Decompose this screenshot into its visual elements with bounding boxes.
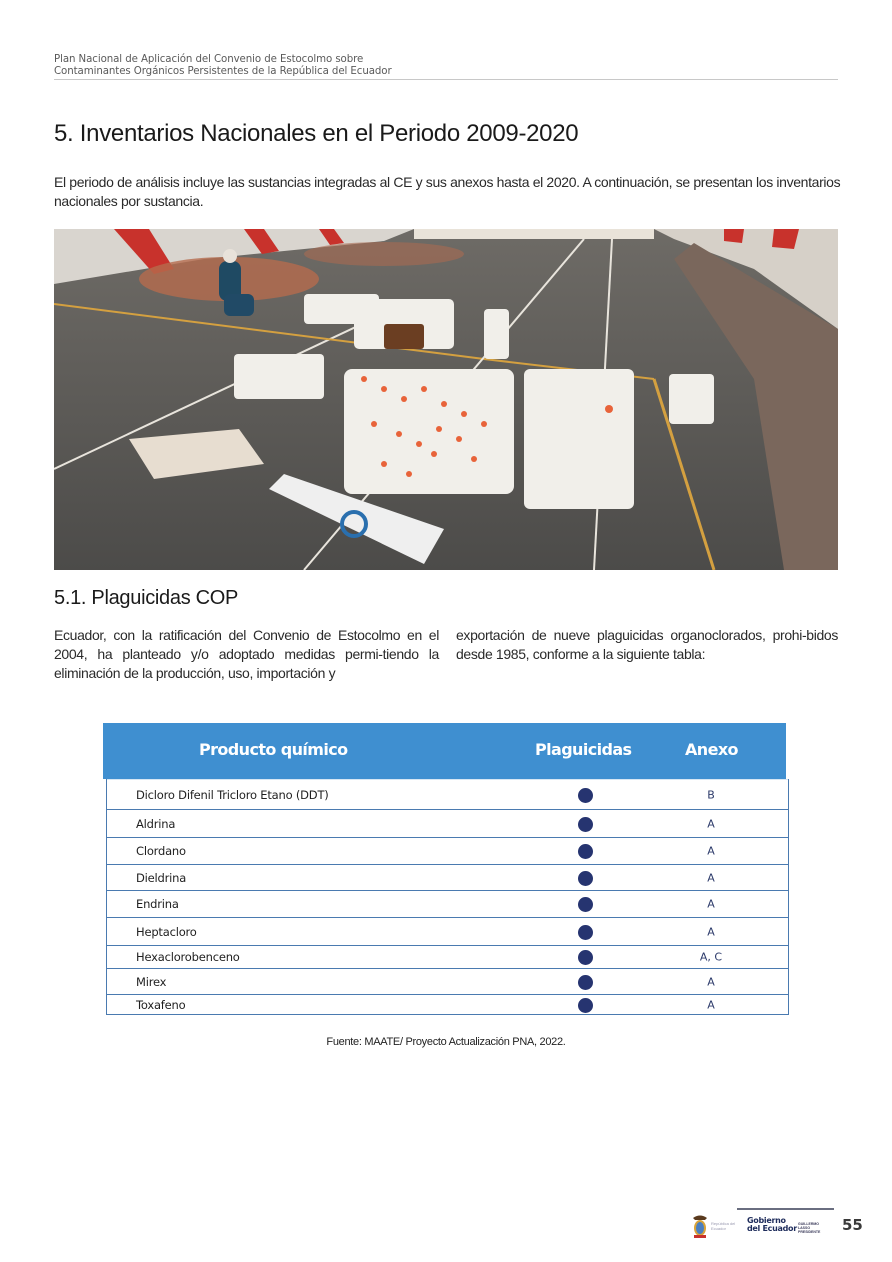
pesticide-marker-icon [578, 844, 593, 859]
footer-divider [737, 1208, 834, 1210]
ecuador-coat-of-arms-icon [690, 1214, 710, 1240]
product-name: Heptacloro [136, 924, 197, 939]
logo-republic-text: República del Ecuador [711, 1221, 736, 1231]
annex-value: A [707, 871, 715, 884]
annex-value: A [707, 897, 715, 911]
table-row [107, 968, 788, 994]
footer-logos [690, 1213, 840, 1241]
pesticide-marker-icon [578, 871, 593, 886]
body-text-right-column: exportación de nueve plaguicidas organoclorados, prohi-bidos desde 1985, conforme a la siguiente tabla: [456, 627, 838, 662]
annex-value: A [707, 817, 715, 830]
table-row [107, 837, 788, 864]
pesticide-marker-icon [578, 998, 593, 1013]
pesticide-marker-icon [578, 975, 593, 990]
pesticides-table [106, 779, 789, 1015]
section-intro: El periodo de análisis incluye las sustancias integradas al CE y sus anexos hasta el 2020. A continuación, se presentan los inventarios nacionales por sustancia. [54, 174, 841, 209]
subsection-heading: 5.1. Plaguicidas COP [54, 587, 239, 609]
product-name: Aldrina [136, 816, 176, 831]
header-annex: Anexo [685, 740, 738, 759]
header-pesticides: Plaguicidas [535, 740, 632, 759]
section-heading: 5. Inventarios Nacionales en el Periodo 2009-2020 [54, 120, 579, 147]
table-source: Fuente: MAATE/ Proyecto Actualización PNA, 2022. [326, 1036, 566, 1048]
body-text-left-column: Ecuador, con la ratificación del Convenio de Estocolmo en el 2004, ha planteado y/o adoptado medidas permi-tiendo la eliminación de la producción, uso, importación y [54, 627, 439, 681]
annex-value: A [707, 844, 715, 858]
product-name: Toxafeno [136, 997, 186, 1012]
product-name: Endrina [136, 897, 179, 911]
table-row [107, 809, 788, 837]
running-head-line-2: Contaminantes Orgánicos Persistentes de la República del Ecuador [54, 64, 392, 77]
logo-gobierno-line2: del Ecuador [747, 1224, 797, 1233]
table-row [107, 779, 788, 809]
logo-president-text: GUILLERMO LASSO PRESIDENTE [798, 1222, 821, 1234]
annex-value: A [707, 975, 715, 988]
product-name: Mirex [136, 974, 167, 989]
table-header [103, 723, 786, 779]
logo-gobierno [747, 1217, 797, 1233]
table-row [107, 945, 788, 968]
annex-value: A, C [699, 950, 723, 964]
running-head-line-1: Plan Nacional de Aplicación del Convenio de Estocolmo sobre [54, 52, 364, 65]
product-name: Dicloro Difenil Tricloro Etano (DDT) [136, 787, 329, 802]
product-name: Hexaclorobenceno [136, 950, 240, 964]
photo-illustration [54, 229, 838, 570]
table-row [107, 994, 788, 1014]
table-row [107, 864, 788, 890]
pesticide-marker-icon [578, 788, 593, 803]
product-name: Clordano [136, 844, 186, 858]
header-divider [54, 79, 838, 80]
logo-gobierno-line1: Gobierno [747, 1216, 786, 1225]
annex-value: A [707, 998, 715, 1011]
pesticide-marker-icon [578, 817, 593, 832]
pesticide-marker-icon [578, 897, 593, 912]
page-number: 55 [842, 1216, 863, 1234]
running-head [54, 53, 838, 77]
annex-value: B [707, 788, 715, 801]
product-name: Dieldrina [136, 870, 187, 885]
table-row [107, 890, 788, 917]
table-row [107, 917, 788, 945]
pesticide-marker-icon [578, 950, 593, 965]
pesticide-inventory-photo [54, 229, 838, 570]
header-product: Producto químico [199, 740, 348, 759]
annex-value: A [707, 925, 715, 938]
pesticide-marker-icon [578, 925, 593, 940]
